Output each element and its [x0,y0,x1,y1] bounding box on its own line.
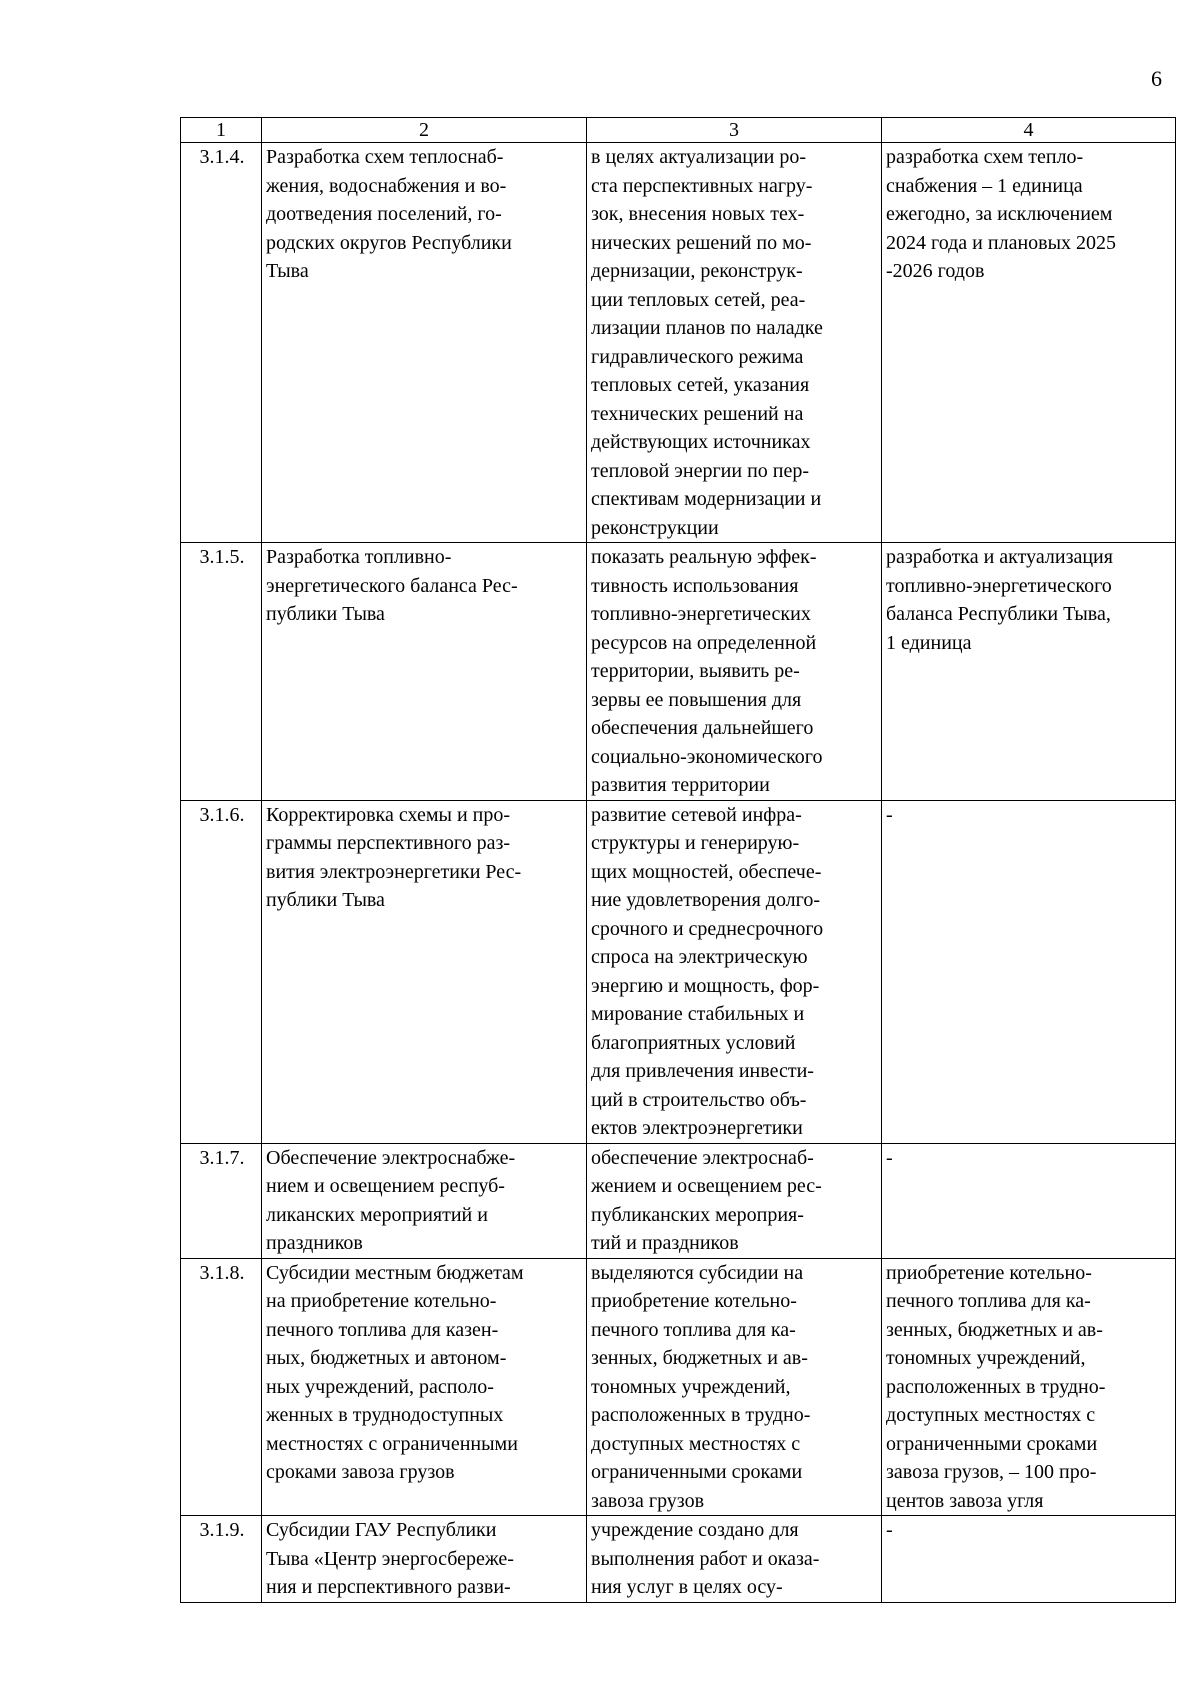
column-header: 1 [181,118,262,143]
row-number: 3.1.4. [181,143,262,543]
activity-result: - [882,1516,1176,1603]
activity-name: Корректировка схемы и про- граммы перспективного раз- вития электроэнергетики Рес- публики Тыва [262,800,587,1143]
activity-goal: в целях актуализации ро- ста перспективных нагру- зок, внесения новых тех- нических решений по мо- дернизации, реконструк- ции тепловых сетей, реа- лизации планов по наладке гидравлического режима тепловых сетей, указания технических решений на действующих источниках тепловой энергии по пер- спективам модернизации и реконструкции [587,143,882,543]
activity-name: Субсидии местным бюджетам на приобретение котельно- печного топлива для казен- ных, бюджетных и автоном- ных учреждений, располо- женных в труднодоступных местностях с ограниченными сроками завоза грузов [262,1258,587,1516]
table-row [181,1516,1176,1603]
activity-name: Разработка топливно- энергетического баланса Рес- публики Тыва [262,543,587,801]
activity-result: приобретение котельно- печного топлива для ка- зенных, бюджетных и ав- тономных учреждений, расположенных в трудно- доступных местностях с ограниченными сроками завоза грузов, – 100 про- центов завоза угля [882,1258,1176,1516]
activity-goal: показать реальную эффек- тивность использования топливно-энергетических ресурсов на определенной территории, выявить ре- зервы ее повышения для обеспечения дальнейшего социально-экономического развития территории [587,543,882,801]
row-number: 3.1.9. [181,1516,262,1603]
row-number: 3.1.5. [181,543,262,801]
table-row [181,543,1176,801]
activity-result: разработка и актуализация топливно-энергетического баланса Республики Тыва, 1 единица [882,543,1176,801]
table-row [181,143,1176,543]
table-header-row [181,118,1176,143]
table-row [181,1143,1176,1258]
activities-table [180,117,1176,1603]
activity-name: Субсидии ГАУ Республики Тыва «Центр энергосбереже- ния и перспективного разви- [262,1516,587,1603]
column-header: 2 [262,118,587,143]
row-number: 3.1.8. [181,1258,262,1516]
activity-goal: учреждение создано для выполнения работ и оказа- ния услуг в целях осу- [587,1516,882,1603]
activity-name: Разработка схем теплоснаб- жения, водоснабжения и во- доотведения поселений, го- родских округов Республики Тыва [262,143,587,543]
row-number: 3.1.7. [181,1143,262,1258]
column-header: 4 [882,118,1176,143]
activity-goal: развитие сетевой инфра- структуры и генерирую- щих мощностей, обеспече- ние удовлетворения долго- срочного и среднесрочного спроса на электрическую энергию и мощность, фор- мирование стабильных и благоприятных условий для привлечения инвести- ций в строительство объ- ектов электроэнергетики [587,800,882,1143]
activity-goal: обеспечение электроснаб- жением и освещением рес- публиканских мероприя- тий и праздников [587,1143,882,1258]
activity-name: Обеспечение электроснабже- нием и освещением респуб- ликанских мероприятий и праздников [262,1143,587,1258]
activity-goal: выделяются субсидии на приобретение котельно- печного топлива для ка- зенных, бюджетных и ав- тономных учреждений, расположенных в трудно- доступных местностях с ограниченными сроками завоза грузов [587,1258,882,1516]
table-row [181,800,1176,1143]
column-header: 3 [587,118,882,143]
row-number: 3.1.6. [181,800,262,1143]
activity-result: разработка схем тепло- снабжения – 1 единица ежегодно, за исключением 2024 года и плановых 2025 -2026 годов [882,143,1176,543]
activity-result: - [882,1143,1176,1258]
table-row [181,1258,1176,1516]
page-number: 6 [1151,66,1162,91]
activity-result: - [882,800,1176,1143]
